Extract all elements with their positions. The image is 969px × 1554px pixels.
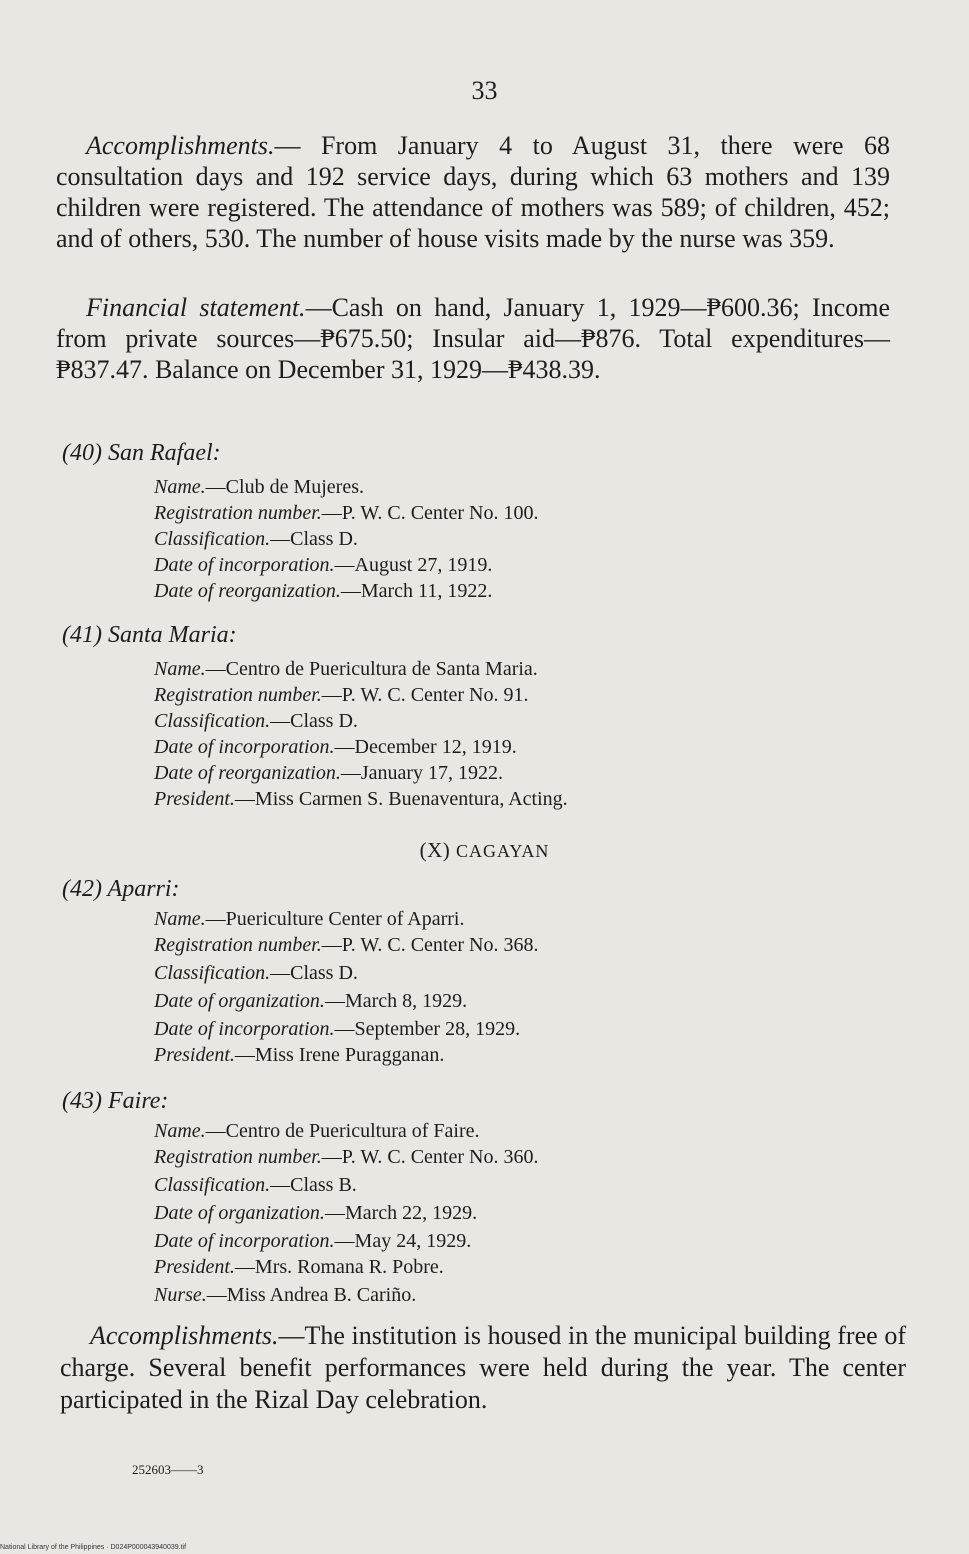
entry-field: President.—Miss Carmen S. Buenaventura, Acting. — [154, 788, 568, 810]
entry-field: Registration number.—P. W. C. Center No. 368. — [154, 934, 539, 956]
entry-field: Date of organization.—March 22, 1929. — [154, 1202, 478, 1224]
entry-heading: (43) Faire: — [62, 1088, 169, 1114]
financial-statement-paragraph — [56, 292, 890, 385]
accomplishments-paragraph — [56, 130, 890, 254]
entry-field: Classification.—Class D. — [154, 710, 358, 732]
entry-field: Date of incorporation.—August 27, 1919. — [154, 554, 493, 576]
entry-field: Date of reorganization.—January 17, 1922. — [154, 762, 504, 784]
entry-field: Name.—Club de Mujeres. — [154, 476, 364, 498]
entry-field: President.—Miss Irene Puragganan. — [154, 1044, 445, 1066]
entry-field: Name.—Centro de Puericultura de Santa Maria. — [154, 658, 538, 680]
financial-statement-text: —Cash on hand, January 1, 1929—₱600.36; Income from private sources—₱675.50; Insular aid—₱876. Total expenditures—₱837.47. Balance on December 31, 1929—₱438.39. — [56, 293, 890, 384]
entry-field: Registration number.—P. W. C. Center No. 360. — [154, 1146, 539, 1168]
entry-field: Date of incorporation.—September 28, 1929. — [154, 1018, 521, 1040]
entry-field: Classification.—Class D. — [154, 528, 358, 550]
section-heading: (X) CAGAYAN — [419, 838, 550, 862]
footer-printer-code: 252603——3 — [132, 1462, 204, 1477]
entry-heading: (42) Aparri: — [62, 876, 180, 902]
entry-heading: (41) Santa Maria: — [62, 622, 237, 648]
entry-field: Name.—Puericulture Center of Aparri. — [154, 908, 465, 930]
entry-heading: (40) San Rafael: — [62, 440, 221, 466]
entry-field: Classification.—Class D. — [154, 962, 358, 984]
accomplishments-text: — From January 4 to August 31, there were 68 consultation days and 192 service days, during which 63 mothers and 139 children were registered. The attendance of mothers was 589; of children, 452; and of others, 530. The number of house visits made by the nurse was 359. — [56, 131, 890, 253]
scan-credit: National Library of the Philippines · D024P000043940039.tif — [0, 1544, 187, 1551]
entry-field: Nurse.—Miss Andrea B. Cariño. — [154, 1284, 417, 1306]
entry-field: Date of organization.—March 8, 1929. — [154, 990, 468, 1012]
entry-field: President.—Mrs. Romana R. Pobre. — [154, 1256, 444, 1278]
entry-field: Date of incorporation.—May 24, 1929. — [154, 1230, 472, 1252]
entry-field: Name.—Centro de Puericultura of Faire. — [154, 1120, 480, 1142]
financial-statement-label: Financial statement. — [86, 293, 306, 322]
entry-field: Date of reorganization.—March 11, 1922. — [154, 580, 493, 602]
accomplishments-label: Accomplishments. — [86, 131, 275, 160]
closing-accomplishments-text: —The institution is housed in the municipal building free of charge. Several benefit performances were held during the year. The center participated in the Rizal Day celebration. — [60, 1321, 906, 1414]
entry-field: Registration number.—P. W. C. Center No. 100. — [154, 502, 539, 524]
entry-field: Registration number.—P. W. C. Center No. 91. — [154, 684, 529, 706]
entry-field: Date of incorporation.—December 12, 1919. — [154, 736, 517, 758]
closing-accomplishments-paragraph — [60, 1320, 906, 1416]
closing-accomplishments-label: Accomplishments. — [90, 1321, 279, 1350]
page-number: 33 — [471, 76, 498, 105]
entry-field: Classification.—Class B. — [154, 1174, 357, 1196]
